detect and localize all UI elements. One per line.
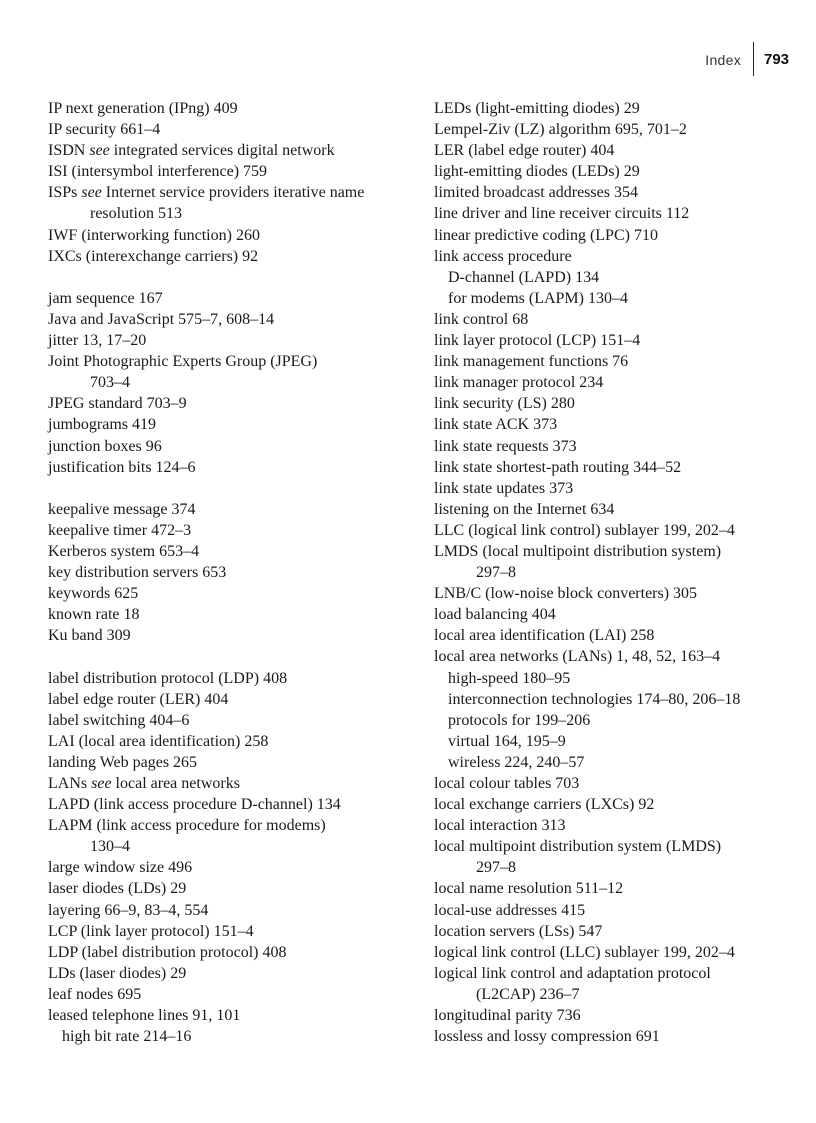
index-entry <box>48 246 420 267</box>
index-entry <box>48 625 420 646</box>
entry-term: ISPs <box>48 184 82 202</box>
entry-text: known rate 18 <box>48 606 140 624</box>
entry-text: LEDs (light-emitting diodes) 29 <box>434 100 640 117</box>
index-entry <box>434 815 808 836</box>
index-entry <box>48 857 420 878</box>
letter-group-gap <box>48 478 420 499</box>
index-subentry <box>48 1026 420 1047</box>
entry-text: junction boxes 96 <box>48 437 162 455</box>
index-entry <box>48 731 420 752</box>
entry-text: label switching 404–6 <box>48 711 190 729</box>
index-entry <box>434 203 808 224</box>
letter-group-gap <box>48 646 420 667</box>
entry-text: IP security 661–4 <box>48 121 161 139</box>
see-reference: see <box>91 775 112 792</box>
entry-text: for modems (LAPM) 130–4 <box>448 289 628 307</box>
index-entry <box>434 225 808 246</box>
index-entry <box>434 436 808 457</box>
entry-text: LMDS (local multipoint distribution system) <box>434 542 722 560</box>
index-entry <box>434 309 808 330</box>
index-entry <box>48 288 420 309</box>
entry-text: justification bits 124–6 <box>48 458 196 476</box>
entry-text: Joint Photographic Experts Group (JPEG) <box>48 353 318 371</box>
entry-continuation: 297–8 <box>476 859 516 877</box>
entry-text: logical link control and adaptation protocol <box>434 964 711 982</box>
entry-text: longitudinal parity 736 <box>434 1007 581 1025</box>
index-entry <box>434 541 808 583</box>
index-subentry <box>434 710 808 731</box>
index-entry <box>48 900 420 921</box>
entry-text: keywords 625 <box>48 585 139 603</box>
entry-text: IXCs (interexchange carriers) 92 <box>48 247 259 265</box>
entry-target: Internet service providers iterative name <box>101 184 365 202</box>
entry-text: link management functions 76 <box>434 353 629 371</box>
entry-text: LCP (link layer protocol) 151–4 <box>48 922 254 940</box>
index-entry <box>434 330 808 351</box>
index-entry <box>48 984 420 1005</box>
running-header <box>0 50 816 76</box>
index-entry <box>48 98 420 119</box>
entry-text: LDP (label distribution protocol) 408 <box>48 943 287 961</box>
index-entry <box>434 921 808 942</box>
entry-text: LER (label edge router) 404 <box>434 142 615 160</box>
entry-text: location servers (LSs) 547 <box>434 922 603 940</box>
see-reference: see <box>89 142 110 160</box>
entry-continuation: resolution 513 <box>90 205 182 223</box>
entry-text: link control 68 <box>434 310 529 328</box>
entry-text: jam sequence 167 <box>48 289 163 307</box>
entry-continuation: 297–8 <box>476 564 516 582</box>
entry-text: interconnection technologies 174–80, 206–18 <box>448 690 741 708</box>
entry-continuation: (L2CAP) 236–7 <box>476 985 580 1003</box>
entry-text: link state shortest-path routing 344–52 <box>434 458 682 476</box>
entry-text: key distribution servers 653 <box>48 564 227 582</box>
entry-text: large window size 496 <box>48 859 193 877</box>
index-entry <box>48 604 420 625</box>
entry-term: LANs <box>48 775 92 792</box>
index-entry <box>434 414 808 435</box>
index-entry <box>48 921 420 942</box>
index-entry <box>434 1026 808 1047</box>
index-entry <box>48 668 420 689</box>
index-entry <box>48 393 420 414</box>
entry-text: Ku band 309 <box>48 627 131 645</box>
index-entry <box>48 119 420 140</box>
index-entry <box>48 351 420 393</box>
entry-text: LDs (laser diodes) 29 <box>48 964 187 982</box>
entry-text: virtual 164, 195–9 <box>448 732 566 750</box>
entry-text: local multipoint distribution system (LMDS) <box>434 838 722 856</box>
index-entry <box>434 246 808 267</box>
index-entry <box>48 436 420 457</box>
index-entry <box>48 541 420 562</box>
index-column-right <box>434 98 808 1047</box>
index-entry <box>434 119 808 140</box>
index-entry <box>48 330 420 351</box>
entry-text: IP next generation (IPng) 409 <box>48 100 238 117</box>
entry-text: high bit rate 214–16 <box>62 1028 192 1046</box>
index-subentry <box>434 267 808 288</box>
index-entry <box>434 140 808 161</box>
index-subentry <box>434 689 808 710</box>
index-entry <box>434 98 808 119</box>
entry-text: line driver and line receiver circuits 112 <box>434 205 690 223</box>
entry-text: high-speed 180–95 <box>448 669 571 687</box>
entry-text: local name resolution 511–12 <box>434 880 624 898</box>
index-entry <box>48 562 420 583</box>
entry-text: protocols for 199–206 <box>448 711 591 729</box>
index-entry <box>48 161 420 182</box>
entry-text: link layer protocol (LCP) 151–4 <box>434 332 641 350</box>
index-entry <box>434 583 808 604</box>
index-entry <box>434 942 808 963</box>
entry-text: label distribution protocol (LDP) 408 <box>48 669 288 687</box>
entry-continuation: 703–4 <box>90 374 130 392</box>
index-entry <box>434 604 808 625</box>
index-entry <box>48 689 420 710</box>
index-entry <box>48 414 420 435</box>
index-subentry <box>434 668 808 689</box>
entry-text: ISI (intersymbol interference) 759 <box>48 163 268 181</box>
index-subentry <box>434 288 808 309</box>
entry-text: local interaction 313 <box>434 817 566 835</box>
index-entry <box>434 182 808 203</box>
index-entry <box>434 900 808 921</box>
index-entry <box>48 752 420 773</box>
index-entry <box>48 963 420 984</box>
entry-text: Kerberos system 653–4 <box>48 542 200 560</box>
entry-text: light-emitting diodes (LEDs) 29 <box>434 163 640 181</box>
entry-text: LLC (logical link control) sublayer 199, 202–4 <box>434 521 735 539</box>
index-entry <box>434 351 808 372</box>
entry-text: link security (LS) 280 <box>434 395 575 413</box>
entry-text: leaf nodes 695 <box>48 985 142 1003</box>
entry-text: lossless and lossy compression 691 <box>434 1028 660 1046</box>
index-entry <box>48 309 420 330</box>
index-entry <box>434 625 808 646</box>
index-entry <box>434 794 808 815</box>
entry-text: LAPM (link access procedure for modems) <box>48 817 326 835</box>
entry-text: link state requests 373 <box>434 437 577 455</box>
index-subentry <box>434 731 808 752</box>
index-entry <box>434 457 808 478</box>
index-entry <box>434 372 808 393</box>
index-entry <box>434 836 808 878</box>
entry-text: local colour tables 703 <box>434 775 580 792</box>
header-divider <box>753 42 754 76</box>
index-entry <box>48 457 420 478</box>
entry-text: listening on the Internet 634 <box>434 500 615 518</box>
entry-text: local exchange carriers (LXCs) 92 <box>434 796 655 814</box>
entry-text: local area identification (LAI) 258 <box>434 627 655 645</box>
index-entry <box>434 161 808 182</box>
entry-text: jitter 13, 17–20 <box>48 332 147 350</box>
index-entry <box>48 710 420 731</box>
entry-text: wireless 224, 240–57 <box>448 753 585 771</box>
entry-text: landing Web pages 265 <box>48 753 198 771</box>
entry-text: keepalive message 374 <box>48 500 196 518</box>
entry-term: ISDN <box>48 142 90 160</box>
entry-text: LNB/C (low-noise block converters) 305 <box>434 585 698 603</box>
entry-text: leased telephone lines 91, 101 <box>48 1007 241 1025</box>
entry-text: keepalive timer 472–3 <box>48 521 192 539</box>
entry-text: layering 66–9, 83–4, 554 <box>48 901 209 919</box>
entry-text: linear predictive coding (LPC) 710 <box>434 226 658 244</box>
index-entry <box>434 963 808 1005</box>
index-entry <box>48 1005 420 1026</box>
index-entry <box>48 520 420 541</box>
entry-text: D-channel (LAPD) 134 <box>448 268 600 286</box>
entry-text: LAPD (link access procedure D-channel) 134 <box>48 796 341 814</box>
index-entry <box>434 520 808 541</box>
entry-text: link manager protocol 234 <box>434 374 604 392</box>
entry-text: local-use addresses 415 <box>434 901 586 919</box>
index-entry <box>48 583 420 604</box>
entry-text: load balancing 404 <box>434 606 556 624</box>
entry-text: JPEG standard 703–9 <box>48 395 187 413</box>
index-entry <box>48 942 420 963</box>
index-entry <box>434 646 808 667</box>
index-entry <box>48 815 420 857</box>
entry-text: local area networks (LANs) 1, 48, 52, 163–4 <box>434 648 721 666</box>
see-reference: see <box>81 184 102 202</box>
letter-group-gap <box>48 267 420 288</box>
entry-text: laser diodes (LDs) 29 <box>48 880 187 898</box>
index-entry <box>434 499 808 520</box>
entry-text: IWF (interworking function) 260 <box>48 226 260 244</box>
index-entry <box>434 1005 808 1026</box>
entry-text: Lempel-Ziv (LZ) algorithm 695, 701–2 <box>434 121 687 139</box>
index-entry <box>48 794 420 815</box>
index-entry <box>48 182 420 224</box>
index-column-left <box>48 98 420 1047</box>
page-number: 793 <box>764 51 790 68</box>
entry-text: link state updates 373 <box>434 479 574 497</box>
entry-target: local area networks <box>111 775 240 792</box>
index-entry <box>434 478 808 499</box>
entry-text: jumbograms 419 <box>48 416 156 434</box>
entry-text: label edge router (LER) 404 <box>48 690 229 708</box>
entry-target: integrated services digital network <box>109 142 335 160</box>
index-entry <box>48 773 420 794</box>
index-entry <box>434 773 808 794</box>
entry-text: Java and JavaScript 575–7, 608–14 <box>48 310 275 328</box>
index-entry <box>48 140 420 161</box>
entry-text: link access procedure <box>434 247 572 265</box>
index-subentry <box>434 752 808 773</box>
index-entry <box>48 499 420 520</box>
section-title: Index <box>705 52 741 68</box>
entry-continuation: 130–4 <box>90 838 130 856</box>
index-entry <box>434 878 808 899</box>
entry-text: link state ACK 373 <box>434 416 558 434</box>
entry-text: limited broadcast addresses 354 <box>434 184 638 202</box>
entry-text: LAI (local area identification) 258 <box>48 732 269 750</box>
entry-text: logical link control (LLC) sublayer 199, 202–4 <box>434 943 735 961</box>
index-entry <box>434 393 808 414</box>
index-entry <box>48 878 420 899</box>
index-entry <box>48 225 420 246</box>
